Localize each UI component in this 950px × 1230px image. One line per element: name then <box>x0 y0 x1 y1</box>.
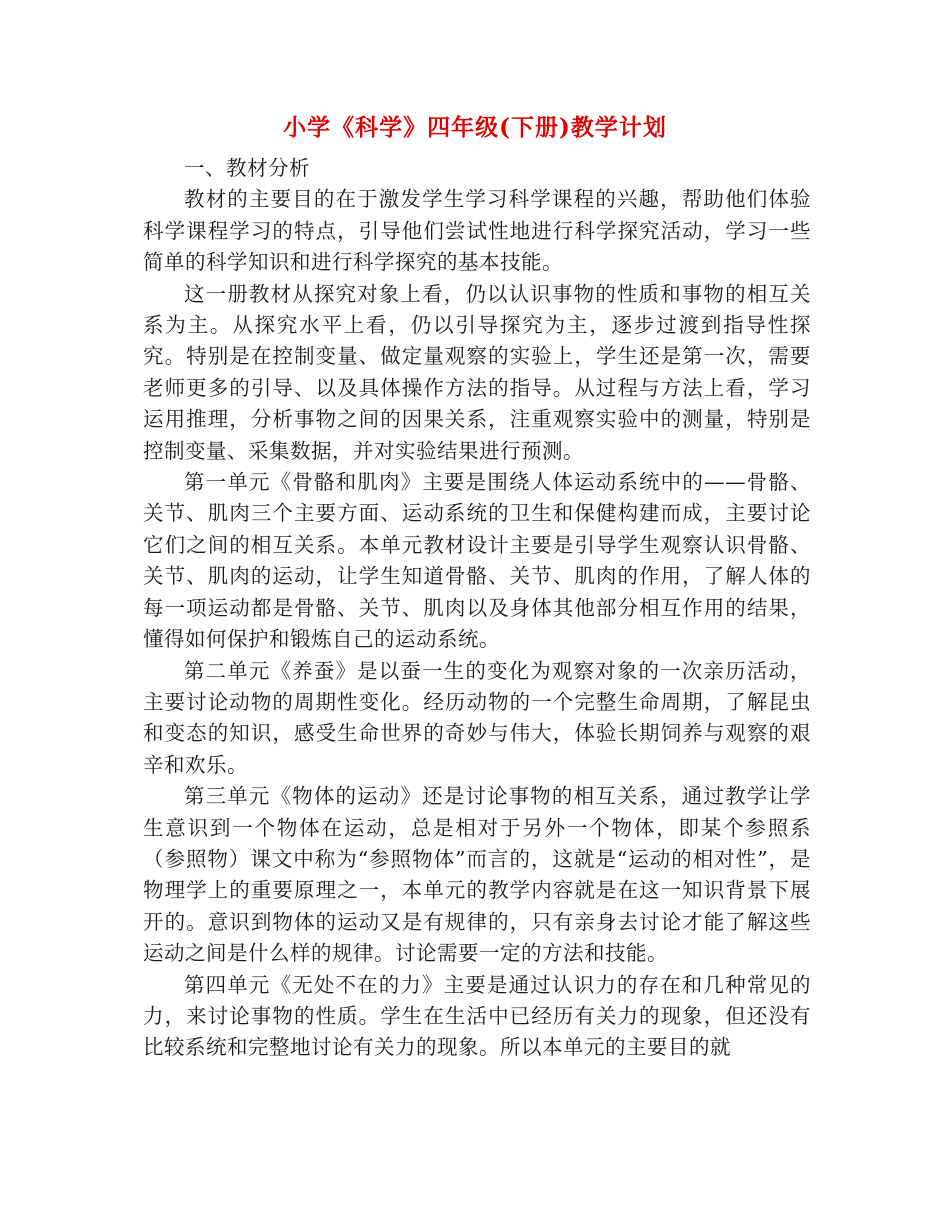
paragraph-unit-3: 第三单元《物体的运动》还是讨论事物的相互关系，通过教学让学生意识到一个物体在运动，总是相对于另外一个物体，即某个参照系（参照物）课文中称为“参照物体”而言的，这就是“运动的相对性”，是物理学上的重要原理之一，本单元的教学内容就是在这一知识背景下展开的。意识到物体的运动又是有规律的，只有亲身去讨论才能了解这些运动之间是什么样的规律。讨论需要一定的方法和技能。 <box>143 784 811 966</box>
paragraph-unit-4: 第四单元《无处不在的力》主要是通过认识力的存在和几种常见的力，来讨论事物的性质。学生在生活中已经历有关力的现象，但还没有比较系统和完整地讨论有关力的现象。所以本单元的主要目的就 <box>143 972 811 1060</box>
paragraph-overview: 这一册教材从探究对象上看，仍以认识事物的性质和事物的相互关系为主。从探究水平上看，仍以引导探究为主，逐步过渡到指导性探究。特别是在控制变量、做定量观察的实验上，学生还是第一次，需要老师更多的引导、以及具体操作方法的指导。从过程与方法上看，学习运用推理，分析事物之间的因果关系，注重观察实验中的测量，特别是控制变量、采集数据，并对实验结果进行预测。 <box>143 281 811 463</box>
paragraph-unit-1: 第一单元《骨骼和肌肉》主要是围绕人体运动系统中的——骨骼、关节、肌肉三个主要方面、运动系统的卫生和保健构建而成，主要讨论它们之间的相互关系。本单元教材设计主要是引导学生观察认识骨骼、关节、肌肉的运动，让学生知道骨骼、关节、肌肉的作用，了解人体的每一项运动都是骨骼、关节、肌肉以及身体其他部分相互作用的结果，懂得如何保护和锻炼自己的运动系统。 <box>143 470 811 652</box>
paragraph-unit-2: 第二单元《养蚕》是以蚕一生的变化为观察对象的一次亲历活动，主要讨论动物的周期性变化。经历动物的一个完整生命周期，了解昆虫和变态的知识，感受生命世界的奇妙与伟大，体验长期饲养与观察的艰辛和欢乐。 <box>143 658 811 777</box>
paragraph-intro: 教材的主要目的在于激发学生学习科学课程的兴趣，帮助他们体验科学课程学习的特点，引导他们尝试性地进行科学探究活动，学习一些简单的科学知识和进行科学探究的基本技能。 <box>143 187 811 275</box>
section-heading: 一、教材分析 <box>184 156 310 180</box>
document-title: 小学《科学》四年级(下册)教学计划 <box>283 114 667 141</box>
document-body <box>143 153 811 1064</box>
